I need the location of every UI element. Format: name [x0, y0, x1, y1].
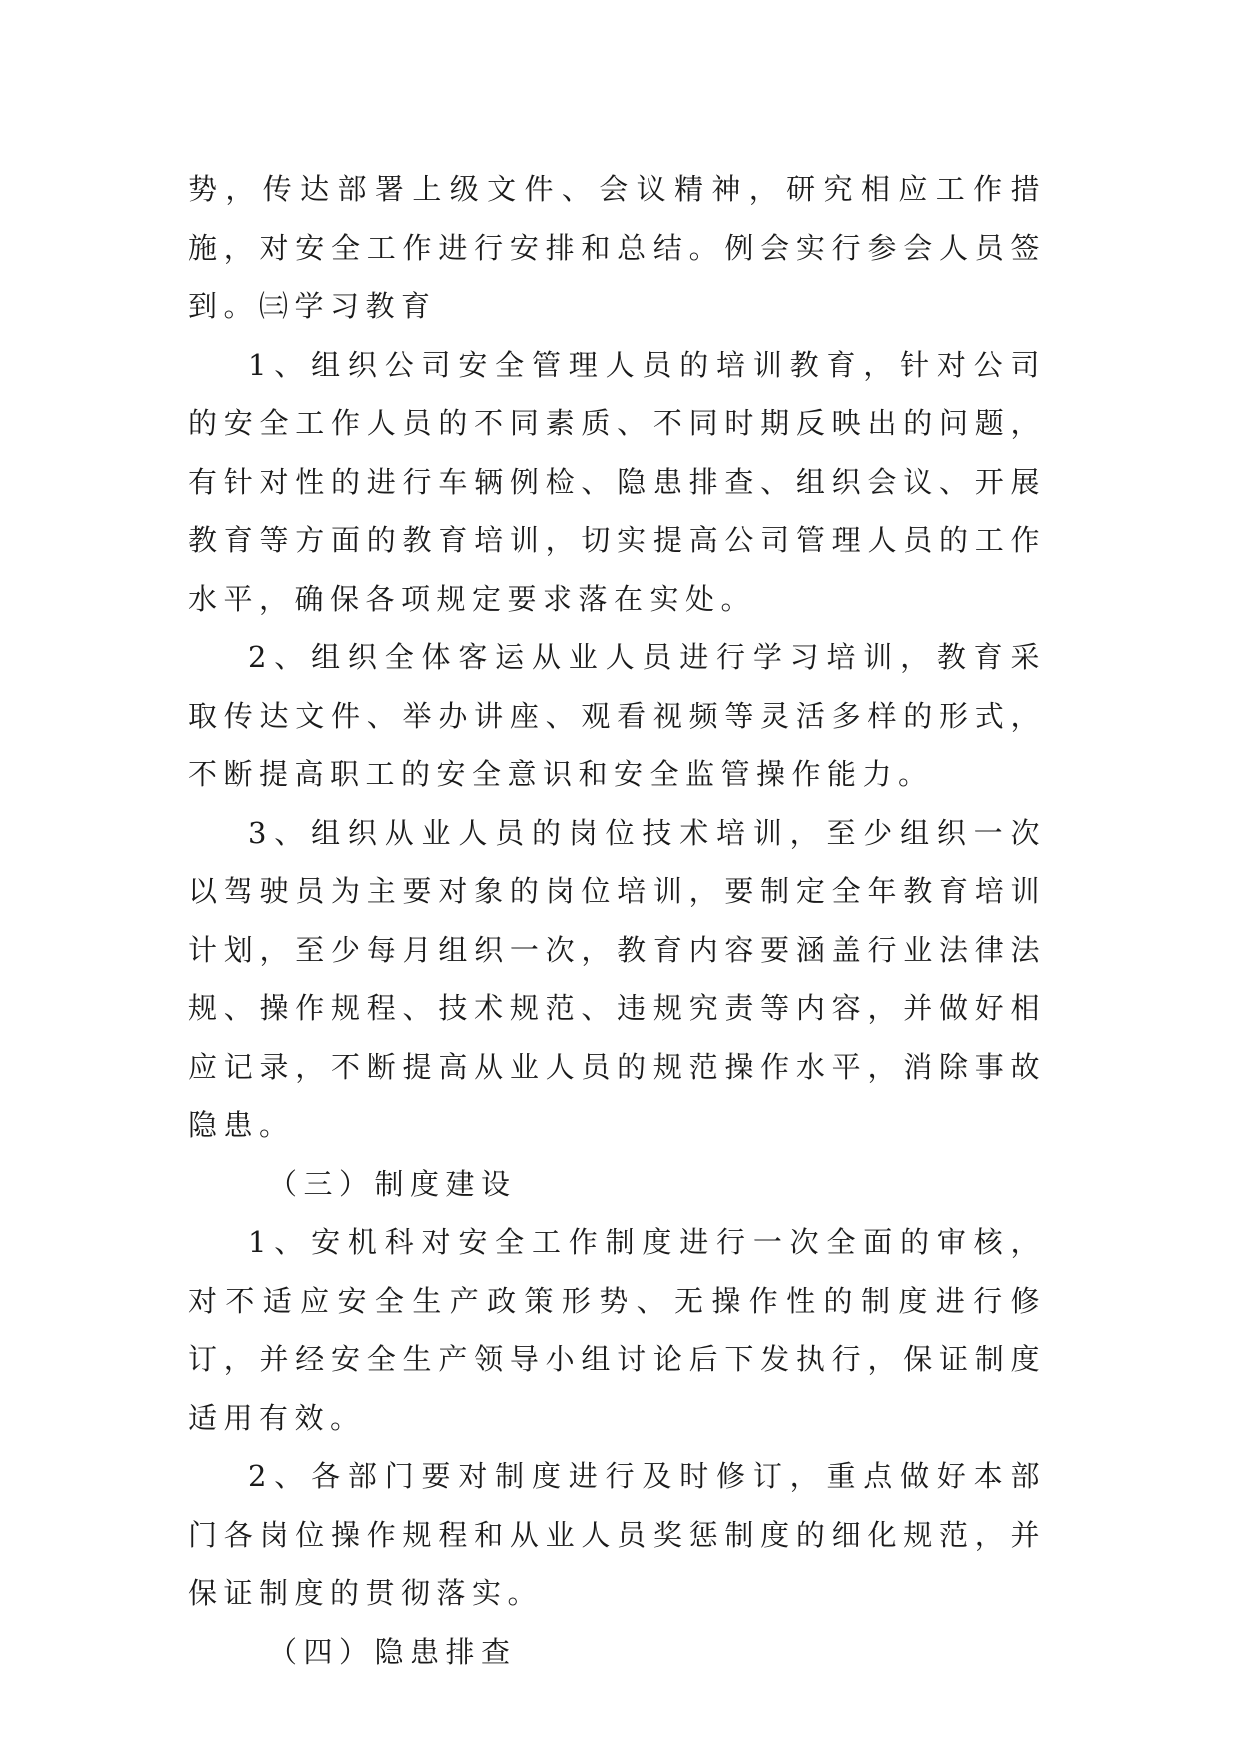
- section-heading-system-building: （三）制度建设: [268, 1166, 517, 1201]
- document-body: [188, 160, 1046, 1681]
- paragraph-system-item-2: 2、各部门要对制度进行及时修订，重点做好本部门各岗位操作规程和从业人员奖惩制度的细化规范，并保证制度的贯彻落实。: [188, 1459, 1046, 1610]
- paragraph-meeting-continuation: 势，传达部署上级文件、会议精神，研究相应工作措施，对安全工作进行安排和总结。例会实行参会人员签到。㈢学习教育: [188, 172, 1046, 323]
- paragraph-education-item-3: 3、组织从业人员的岗位技术培训，至少组织一次以驾驶员为主要对象的岗位培训，要制定全年教育培训计划，至少每月组织一次，教育内容要涵盖行业法律法规、操作规程、技术规范、违规究责等内容，并做好相应记录，不断提高从业人员的规范操作水平，消除事故隐患。: [188, 815, 1046, 1142]
- paragraph-education-item-2: 2、组织全体客运从业人员进行学习培训，教育采取传达文件、举办讲座、观看视频等灵活多样的形式，不断提高职工的安全意识和安全监管操作能力。: [188, 640, 1046, 791]
- section-heading-hazard-inspection: （四）隐患排查: [268, 1634, 517, 1669]
- paragraph-education-item-1: 1、组织公司安全管理人员的培训教育，针对公司的安全工作人员的不同素质、不同时期反映出的问题，有针对性的进行车辆例检、隐患排查、组织会议、开展教育等方面的教育培训，切实提高公司管理人员的工作水平，确保各项规定要求落在实处。: [188, 347, 1046, 616]
- paragraph-system-item-1: 1、安机科对安全工作制度进行一次全面的审核，对不适应安全生产政策形势、无操作性的制度进行修订，并经安全生产领导小组讨论后下发执行，保证制度适用有效。: [188, 1225, 1046, 1435]
